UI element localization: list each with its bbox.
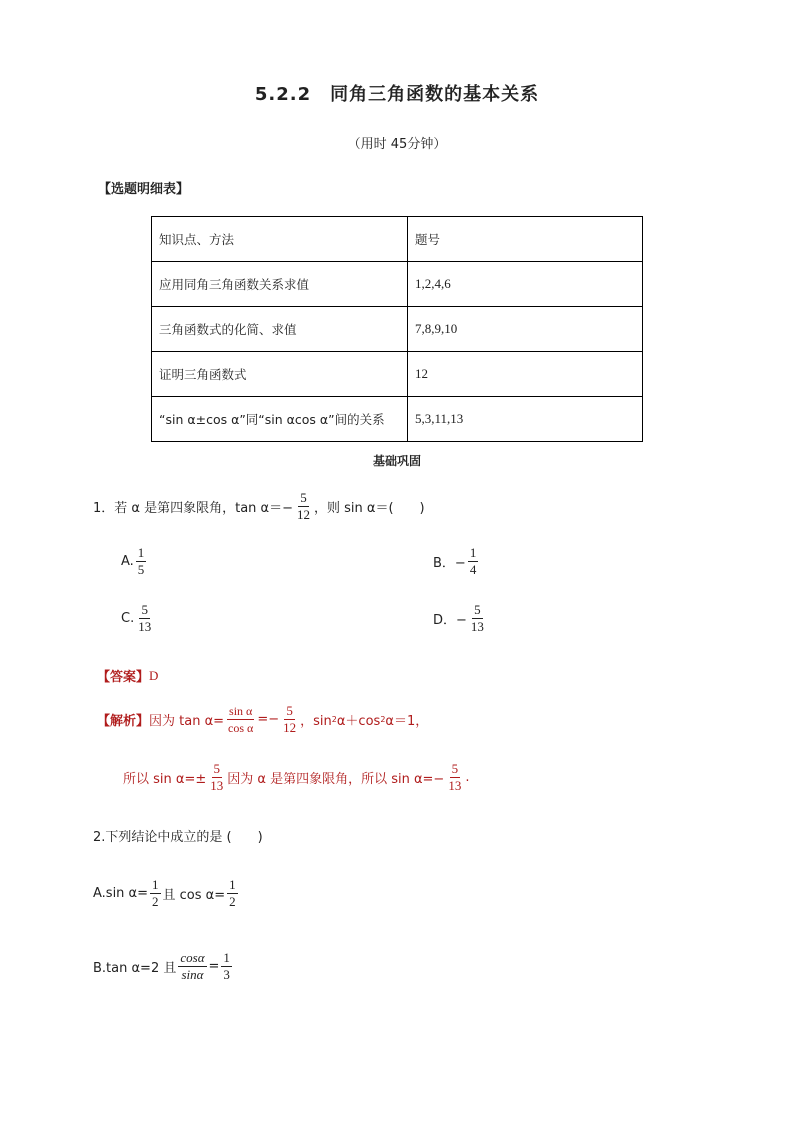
analysis-text: . bbox=[465, 770, 470, 785]
option-text: 且 cos α= bbox=[162, 888, 226, 903]
fraction-numerator: 5 bbox=[451, 761, 459, 776]
page-title: 5.2.2 同角三角函数的基本关系 bbox=[254, 84, 540, 105]
row-topic: 应用同角三角函数关系求值 bbox=[152, 262, 408, 307]
analysis-text: ，sin bbox=[300, 714, 332, 729]
option-fraction bbox=[221, 950, 232, 983]
analysis-text: 因为 α 是第四象限角，所以 sin α=− bbox=[227, 772, 445, 787]
option-label: D．− bbox=[433, 613, 467, 628]
table-row bbox=[152, 262, 643, 307]
analysis-text: 所以 sin α=± bbox=[123, 772, 207, 787]
option-label: B．− bbox=[433, 556, 466, 571]
q1-option-b bbox=[433, 545, 480, 578]
row-topic: 证明三角函数式 bbox=[152, 352, 408, 397]
q1-analysis-line-2 bbox=[123, 761, 469, 794]
q1-analysis-line-1 bbox=[97, 703, 428, 736]
option-fraction bbox=[469, 602, 486, 635]
row-nums: 1,2,4,6 bbox=[408, 262, 643, 307]
q2-option-b bbox=[93, 950, 234, 983]
answer-value: D bbox=[149, 667, 159, 683]
row-nums: 5,3,11,13 bbox=[408, 397, 643, 442]
table-row bbox=[152, 307, 643, 352]
analysis-text: =− bbox=[257, 712, 280, 727]
q1-option-a bbox=[121, 545, 148, 578]
analysis-fraction bbox=[226, 703, 255, 736]
analysis-label: 【解析】 bbox=[97, 714, 150, 729]
time-limit: （用时 45分钟） bbox=[347, 137, 447, 152]
exponent: 2 bbox=[380, 715, 386, 724]
fraction-numerator: 1 bbox=[223, 950, 230, 965]
option-fraction bbox=[178, 950, 206, 983]
fraction-numerator: 5 bbox=[286, 703, 293, 718]
fraction-numerator: 5 bbox=[141, 602, 148, 617]
table-row bbox=[152, 397, 643, 442]
fraction-denominator: 13 bbox=[448, 778, 462, 793]
question-1-stem bbox=[93, 490, 425, 523]
option-fraction bbox=[150, 877, 161, 910]
row-nums: 7,8,9,10 bbox=[408, 307, 643, 352]
table-row bbox=[152, 352, 643, 397]
fraction-denominator: 13 bbox=[138, 619, 152, 634]
q1-stem-text-b: ，则 sin α＝( ) bbox=[314, 501, 425, 516]
fraction-denominator: 2 bbox=[229, 894, 236, 909]
fraction-denominator: 13 bbox=[210, 778, 224, 793]
q2-option-a bbox=[93, 877, 240, 910]
basic-section-heading: 基础巩固 bbox=[372, 454, 421, 468]
question-2-stem bbox=[93, 826, 263, 845]
fraction-numerator: 1 bbox=[229, 877, 236, 892]
option-fraction bbox=[136, 545, 147, 578]
fraction-denominator: 12 bbox=[297, 507, 311, 522]
fraction-numerator: 1 bbox=[152, 877, 159, 892]
fraction-denominator: sinα bbox=[181, 967, 204, 982]
fraction-numerator: 1 bbox=[137, 545, 145, 560]
answer-label: 【答案】 bbox=[97, 670, 150, 685]
topic-table bbox=[151, 216, 643, 442]
option-fraction bbox=[227, 877, 238, 910]
detail-table-heading: 【选题明细表】 bbox=[98, 182, 190, 197]
option-label: C. bbox=[121, 611, 135, 626]
analysis-fraction bbox=[281, 703, 298, 736]
exponent: 2 bbox=[331, 715, 337, 724]
option-fraction bbox=[468, 545, 479, 578]
option-label: A. bbox=[121, 554, 134, 569]
q1-option-c bbox=[121, 602, 155, 635]
fraction-numerator: 5 bbox=[300, 490, 307, 505]
fraction-numerator: 5 bbox=[213, 761, 220, 776]
q1-option-d bbox=[433, 602, 488, 635]
q1-answer bbox=[97, 666, 158, 685]
option-text: = bbox=[208, 959, 220, 974]
fraction-denominator: 5 bbox=[137, 562, 145, 577]
fraction-denominator: 4 bbox=[469, 562, 477, 577]
row-topic: 三角函数式的化简、求值 bbox=[152, 307, 408, 352]
fraction-numerator: 1 bbox=[469, 545, 477, 560]
analysis-fraction bbox=[208, 761, 225, 794]
row-topic: “sin α±cos α”同“sin αcos α”间的关系 bbox=[152, 397, 408, 442]
fraction-numerator: 5 bbox=[474, 602, 481, 617]
fraction-denominator: 2 bbox=[152, 894, 159, 909]
analysis-text: α＋cos bbox=[336, 714, 381, 729]
option-text: B.tan α=2 且 bbox=[93, 961, 177, 976]
analysis-fraction bbox=[446, 761, 463, 794]
column-header-nums: 题号 bbox=[408, 217, 643, 262]
fraction-numerator: sin α bbox=[229, 704, 253, 718]
q1-stem-text-a: 1．若 α 是第四象限角，tan α＝− bbox=[93, 501, 294, 516]
fraction-denominator: 3 bbox=[223, 967, 230, 982]
q2-stem-text: 2.下列结论中成立的是 ( ) bbox=[93, 830, 263, 845]
table-header-row bbox=[152, 217, 643, 262]
fraction-numerator: cosα bbox=[180, 950, 205, 965]
column-header-topic: 知识点、方法 bbox=[152, 217, 408, 262]
option-text: A.sin α= bbox=[93, 886, 149, 901]
analysis-text: α＝1， bbox=[385, 714, 429, 729]
q1-stem-fraction bbox=[295, 490, 312, 523]
fraction-denominator: cos α bbox=[228, 721, 254, 735]
fraction-denominator: 13 bbox=[470, 619, 484, 634]
option-fraction bbox=[136, 602, 153, 635]
analysis-text: 因为 tan α= bbox=[149, 714, 225, 729]
row-nums: 12 bbox=[408, 352, 643, 397]
fraction-denominator: 12 bbox=[283, 720, 297, 735]
